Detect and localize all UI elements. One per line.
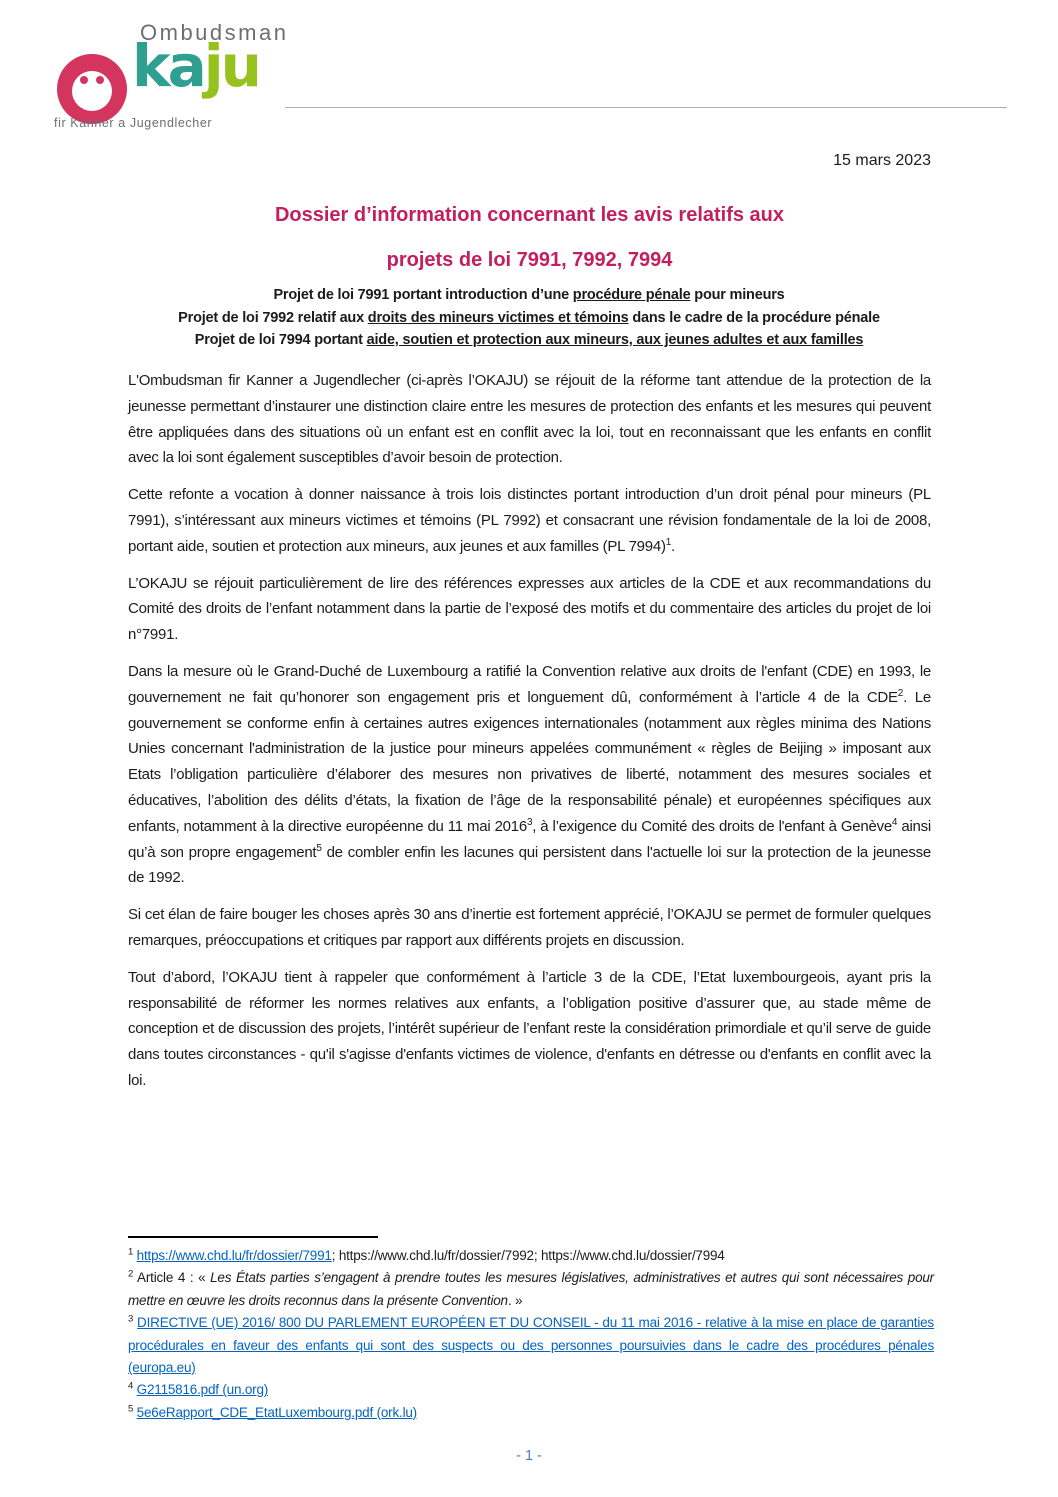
subtitle-7992: Projet de loi 7992 relatif aux droits des mineurs victimes et témoins dans le cadre de la procédure pénale [178,309,880,326]
logo-letters-ju: ju [203,32,259,100]
document-body [128,368,931,1105]
title-line-2: projets de loi 7991, 7992, 7994 [386,249,673,271]
footnote-link-dossier-7991[interactable]: https://www.chd.lu/fr/dossier/7991 [136,1248,332,1263]
footnote-ref-3: 3 [526,816,533,828]
subtitle-7991: Projet de loi 7991 portant introduction d’une procédure pénale pour mineurs [273,287,785,303]
paragraph-2: Cette refonte a vocation à donner naissance à trois lois distinctes portant introduction d’un droit pénal pour mineurs (PL 7991), s’intéressant aux mineurs victimes et témoins (PL 7992) et consacrant une révision fondamentale de la loi de 2008, portant aide, soutien et protection aux mineurs, aux jeunes et aux familles (PL 7994)$^1$. [128,486,931,555]
okaju-face-icon [55,52,129,126]
header-divider [285,107,1007,108]
paragraph-5: Si cet élan de faire bouger les choses après 30 ans d’inertie est fortement apprécié, l’OKAJU se permet de formuler quelques remarques, préoccupations et critiques par rapport aux différents projets en discussion. [128,906,931,949]
title-line-1: Dossier d’information concernant les avis relatifs aux [274,204,785,226]
footnote-link-g2115816[interactable]: G2115816.pdf (un.org) [136,1382,269,1398]
footnote-5: $^5$ 5e6eRapport_CDE_EtatLuxembourg.pdf (ork.lu) [128,1403,417,1420]
footnote-ref-4: 4 [891,816,898,828]
footnote-ref-5: 5 [316,842,322,854]
footnote-1: $^1$ https://www.chd.lu/fr/dossier/7991; https://www.chd.lu/fr/dossier/7992; https://www.chd.lu/dossier/7994 [128,1246,725,1263]
document-date: 15 mars 2023 [833,152,931,169]
page-number: - 1 - [516,1448,542,1464]
logo-wordmark-top: Ombudsman [140,20,289,45]
paragraph-3: L’OKAJU se réjouit particulièrement de lire des références expresses aux articles de la CDE et aux recommandations du Comité des droits de l’enfant notamment dans la partie de l’exposé des motifs et du commentaire des articles du projet de loi n°7991. [128,574,931,644]
paragraph-1: L'Ombudsman fir Kanner a Jugendlecher (ci-après l’OKAJU) se réjouit de la réforme tant attendue de la protection de la jeunesse permettant d’instaurer une distinction claire entre les mesures de protection des enfants et les mesures qui peuvent être appliquées dans des situations où un enfant est en conflit avec la loi, tout en reconnaissant que les enfants en conflit avec la loi sont également susceptibles d’avoir besoin de protection. [128,372,931,467]
footnote-link-rapport-cde[interactable]: 5e6eRapport_CDE_EtatLuxembourg.pdf (ork.lu) [136,1404,417,1420]
subtitle-block [89,284,969,352]
document-title [128,193,931,283]
footnote-2: $^2$ Article 4 : « Les États parties s’engagent à prendre toutes les mesures législatives, administratives et autres qui sont nécessaires pour mettre en œuvre les droits reconnus dans la présente Convention. » [128,1268,934,1308]
footnotes [128,1245,934,1424]
footnote-ref-1: 1 [665,536,671,548]
logo-tagline: fir Kanner a Jugendlecher [54,116,213,130]
footnote-divider [128,1236,378,1238]
subtitle-7994: Projet de loi 7994 portant aide, soutien et protection aux mineurs, aux jeunes adultes et aux familles [194,332,864,348]
paragraph-4: Dans la mesure où le Grand-Duché de Luxembourg a ratifié la Convention relative aux droits de l'enfant (CDE) en 1993, le gouvernement ne fait qu’honorer son engagement pris et longuement dû, conformément à l’article 4 de la CDE$^2$. Le gouvernement se conforme enfin à certaines autres exigences internationales (notamment aux règles minima des Nations Unies concernant l'administration de la justice pour mineurs appelées communément « règles de Beijing » imposant aux Etats l’obligation particulière d’élaborer des mesures non privatives de liberté, notamment des mesures sociales et éducatives, l’abolition des délits d’états, la fixation de l’âge de la responsabilité pénale) et européennes spécifiques aux enfants, notamment à la directive européenne du 11 mai 2016$^3$, à l’exigence du Comité des droits de l'enfant à Genève$^4$ ainsi qu’à son propre engagement$^5$ de combler enfin les lacunes qui persistent dans l'actuelle loi sur la protection de la jeunesse de 1992. [128,662,931,887]
logo-wordmark [132,32,259,100]
paragraph-6: Tout d’abord, l’OKAJU tient à rappeler que conformément à l’article 3 de la CDE, l’Etat luxembourgeois, ayant pris la responsabilité de réformer les normes relatives aux enfants, a l’obligation positive d’assurer que, au stade même de conception et de discussion des projets, l’intérêt supérieur de l’enfant reste la considération primordiale et qu’il serve de guide dans toutes circonstances - qu'il s'agisse d'enfants victimes de violence, d'enfants en détresse ou d'enfants en conflit avec la loi. [128,968,931,1089]
footnote-3: $^3$ DIRECTIVE (UE) 2016/ 800 DU PARLEMENT EUROPÉEN ET DU CONSEIL - du 11 mai 2016 - relative à la mise en place de garanties procédurales en faveur des enfants qui sont des suspects ou des personnes poursuivies dans le cadre des procédures pénales (europa.eu) [128,1313,934,1376]
footnote-link-directive-2016-800[interactable]: DIRECTIVE (UE) 2016/ 800 DU PARLEMENT EUROPÉEN ET DU CONSEIL - du 11 mai 2016 - relative à la mise en place de garanties procédurales en faveur des enfants qui sont des suspects ou des personnes poursuivies dans le cadre des procédures pénales (europa.eu) [128,1315,934,1376]
footnote-ref-2: 2 [897,687,904,699]
okaju-logo [52,12,302,137]
logo-letters-ka: ka [132,32,204,100]
footnote-4: $^4$ G2115816.pdf (un.org) [128,1380,269,1398]
